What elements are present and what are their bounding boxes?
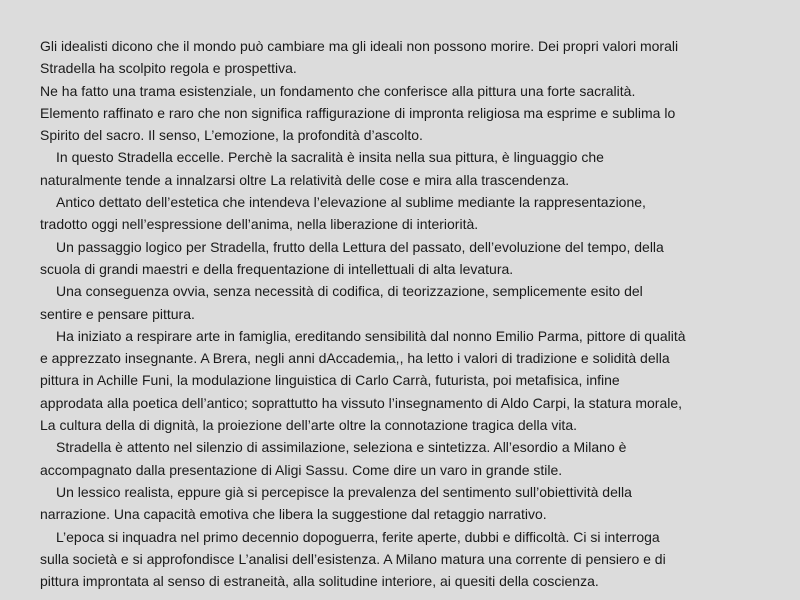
text-line: sulla società e si approfondisce L’analisi dell’esistenza. A Milano matura una corrente di pensiero e di [40, 550, 666, 567]
text-line: Stradella è attento nel silenzio di assimilazione, seleziona e sintetizza. All’esordio a Milano è [56, 439, 627, 456]
text-line: L’epoca si inquadra nel primo decennio dopoguerra, ferite aperte, dubbi e difficoltà. Ci si interroga [56, 528, 660, 545]
text-line: tradotto oggi nell’espressione dell’anima, nella liberazione di interiorità. [40, 216, 479, 233]
text-line: Spirito del sacro. Il senso, L’emozione, la profondità d’ascolto. [40, 127, 423, 144]
text-line: Ha iniziato a respirare arte in famiglia, ereditando sensibilità dal nonno Emilio Parma, pittore di qualità [56, 327, 686, 344]
text-line: e apprezzato insegnante. A Brera, negli anni dAccademia,, ha letto i valori di tradizione e solidità della [40, 350, 670, 367]
text-line: accompagnato dalla presentazione di Aligi Sassu. Come dire un varo in grande stile. [40, 461, 563, 478]
text-line: sentire e pensare pittura. [40, 305, 195, 322]
text-line: Una conseguenza ovvia, senza necessità di codifica, di teorizzazione, semplicemente esito del [56, 283, 643, 300]
text-line: Gli idealisti dicono che il mondo può cambiare ma gli ideali non possono morire. Dei propri valori morali [40, 38, 679, 54]
text-line: In questo Stradella eccelle. Perchè la sacralità è insita nella sua pittura, è linguaggio che [56, 149, 604, 166]
text-line: approdata alla poetica dell’antico; soprattutto ha vissuto l’insegnamento di Aldo Carpi, la statura morale, [40, 394, 683, 411]
text-line: La cultura della di dignità, la proiezione dell’arte oltre la connotazione tragica della vita. [40, 417, 577, 434]
text-line: pittura improntata al senso di estraneità, alla solitudine interiore, ai quesiti della coscienza. [40, 573, 599, 590]
text-line: Elemento raffinato e raro che non significa raffigurazione di impronta religiosa ma esprime e sublima lo [40, 104, 676, 121]
text-line: Un lessico realista, eppure già si percepisce la prevalenza del sentimento sull’obiettività della [56, 483, 632, 500]
text-line: Un passaggio logico per Stradella, frutto della Lettura del passato, dell’evoluzione del tempo, della [56, 238, 664, 255]
text-line: Ne ha fatto una trama esistenziale, un fondamento che conferisce alla pittura una forte sacralità. [40, 82, 636, 99]
text-line: pittura in Achille Funi, la modulazione linguistica di Carlo Carrà, futurista, poi metafisica, infine [40, 372, 620, 389]
document-body [40, 35, 770, 592]
text-line: scuola di grandi maestri e della frequentazione di intellettuali di alta levatura. [40, 260, 514, 277]
text-line: narrazione. Una capacità emotiva che libera la suggestione dal retaggio narrativo. [40, 506, 547, 523]
text-line: naturalmente tende a innalzarsi oltre La relatività delle cose e mira alla trascendenza. [40, 171, 570, 188]
text-line: Stradella ha scolpito regola e prospettiva. [40, 60, 297, 77]
text-line: Antico dettato dell’estetica che intendeva l’elevazione al sublime mediante la rappresentazione, [56, 194, 646, 211]
